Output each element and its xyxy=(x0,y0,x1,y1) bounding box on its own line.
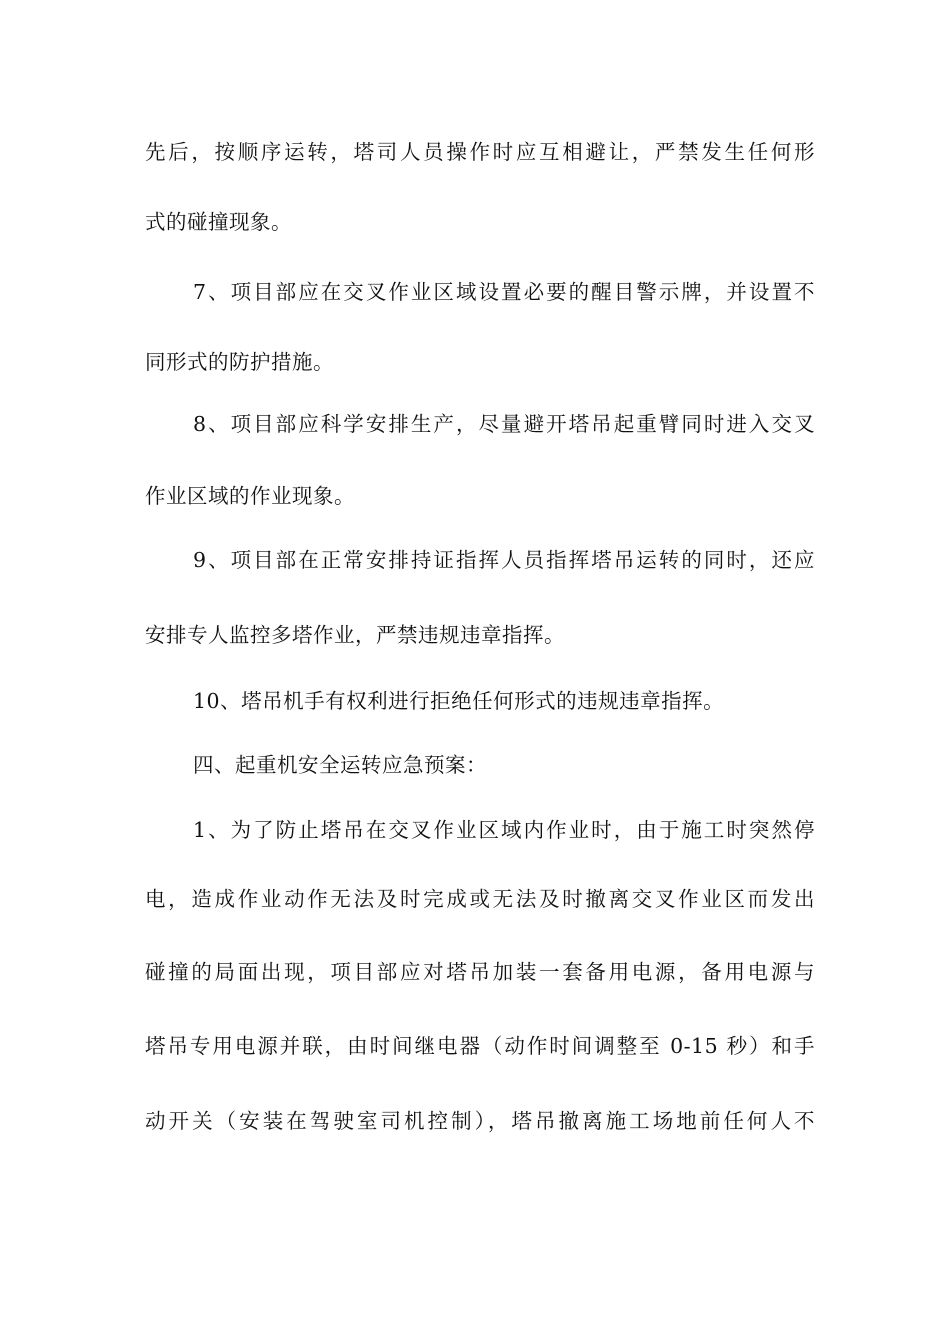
paragraph-10-line: 10、塔吊机手有权利进行拒绝任何形式的违规违章指挥。 xyxy=(193,689,725,713)
text-line: 安排专人监控多塔作业，严禁违规违章指挥。 xyxy=(145,623,565,647)
text-line: 同形式的防护措施。 xyxy=(145,350,334,374)
paragraph-9-line: 9、项目部在正常安排持证指挥人员指挥塔吊运转的同时，还应 xyxy=(193,548,815,572)
paragraph-7-line: 7、项目部应在交叉作业区域设置必要的醒目警示牌，并设置不 xyxy=(193,280,815,304)
text-line: 电，造成作业动作无法及时完成或无法及时撤离交叉作业区而发出 xyxy=(145,887,815,911)
text-line: 作业区域的作业现象。 xyxy=(145,484,355,508)
text-line: 式的碰撞现象。 xyxy=(145,210,292,234)
paragraph-1-line: 1、为了防止塔吊在交叉作业区域内作业时，由于施工时突然停 xyxy=(193,818,815,842)
text-line: 动开关（安装在驾驶室司机控制），塔吊撤离施工场地前任何人不 xyxy=(145,1109,815,1133)
section-heading: 四、起重机安全运转应急预案： xyxy=(193,753,487,777)
text-line: 碰撞的局面出现，项目部应对塔吊加装一套备用电源，备用电源与 xyxy=(145,960,815,984)
text-line: 塔吊专用电源并联，由时间继电器（动作时间调整至 0-15 秒）和手 xyxy=(145,1034,815,1058)
text-line: 先后，按顺序运转，塔司人员操作时应互相避让，严禁发生任何形 xyxy=(145,140,815,164)
paragraph-8-line: 8、项目部应科学安排生产，尽量避开塔吊起重臂同时进入交叉 xyxy=(193,412,815,436)
